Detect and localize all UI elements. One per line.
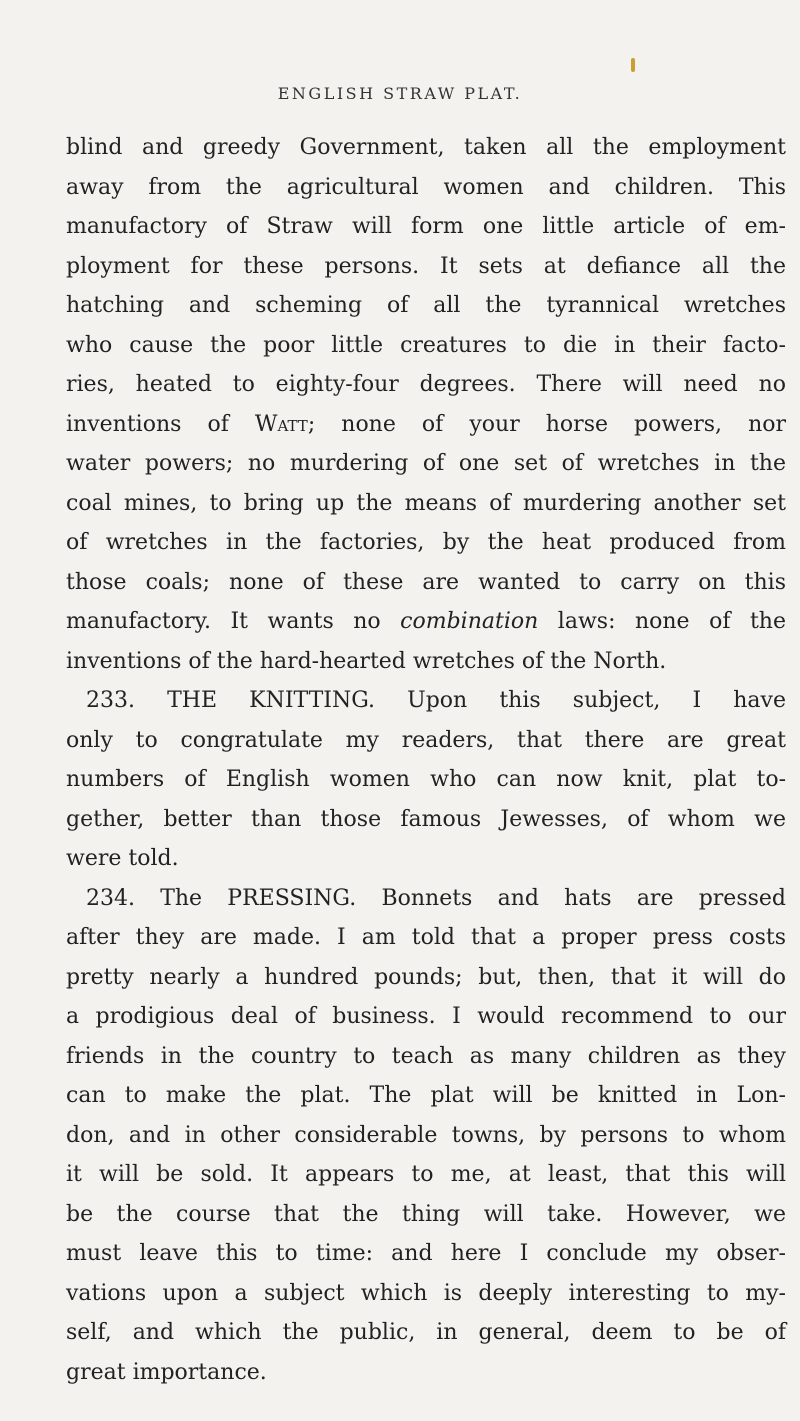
text-line: only to congratulate my readers, that there are great [66,727,786,753]
paragraph-2-knitting [66,681,786,879]
text-line: vations upon a subject which is deeply interesting to my- [66,1280,786,1306]
text-line: inventions of the hard-hearted wretches of the North. [66,648,667,674]
text-line: ries, heated to eighty-four degrees. There will need no [66,372,786,397]
text-line: who cause the poor little creatures to die in their facto- [66,332,786,358]
text-line: can to make the plat. The plat will be knitted in Lon- [66,1083,786,1108]
section-heading-line: 234. The PRESSING. Bonnets and hats are pressed [86,885,786,911]
body-text [66,128,786,1392]
name-watt: Watt [254,411,308,437]
text-line: great importance. [66,1359,267,1385]
text-segment: ; none of your horse powers, nor [307,411,786,437]
text-segment: manufactory. It wants no [66,609,401,634]
text-line: coal mines, to bring up the means of murdering another set [66,490,786,516]
text-segment: inventions of [66,411,255,437]
italic-combination: combination [400,609,539,634]
text-line: were told. [66,846,179,871]
text-line: friends in the country to teach as many children as they [66,1043,786,1069]
text-line: pretty nearly a hundred pounds; but, then, that it will do [66,964,786,990]
text-line: manufactory of Straw will form one little article of em- [66,214,786,239]
text-line: those coals; none of these are wanted to carry on this [66,569,786,595]
text-line: self, and which the public, in general, deem to be of [66,1320,786,1345]
paragraph-1 [66,128,786,681]
text-line [66,602,786,642]
paragraph-3-pressing [66,879,786,1393]
text-line: gether, better than those famous Jewesses, of whom we [66,806,786,832]
text-line [66,405,786,445]
text-line: of wretches in the factories, by the heat produced from [66,530,786,555]
section-heading-line: 233. THE KNITTING. Upon this subject, I have [86,688,786,713]
text-line: numbers of English women who can now knit, plat to- [66,767,786,792]
text-line: don, and in other considerable towns, by persons to whom [66,1122,786,1148]
text-line: away from the agricultural women and children. This [66,174,786,200]
running-head: ENGLISH STRAW PLAT. [277,84,523,103]
text-line: must leave this to time: and here I conclude my obser- [66,1241,786,1266]
text-line: it will be sold. It appears to me, at least, that this will [66,1162,786,1187]
text-line: blind and greedy Government, taken all the employment [66,135,786,160]
text-segment: laws: none of the [538,609,786,634]
text-line: a prodigious deal of business. I would recommend to our [66,1004,786,1029]
text-line: ployment for these persons. It sets at defiance all the [66,253,786,279]
text-line: be the course that the thing will take. However, we [66,1201,786,1227]
page-mark [631,58,635,72]
text-line: hatching and scheming of all the tyrannical wretches [66,293,786,318]
text-line: after they are made. I am told that a proper press costs [66,925,786,950]
text-line: water powers; no murdering of one set of wretches in the [66,451,786,476]
